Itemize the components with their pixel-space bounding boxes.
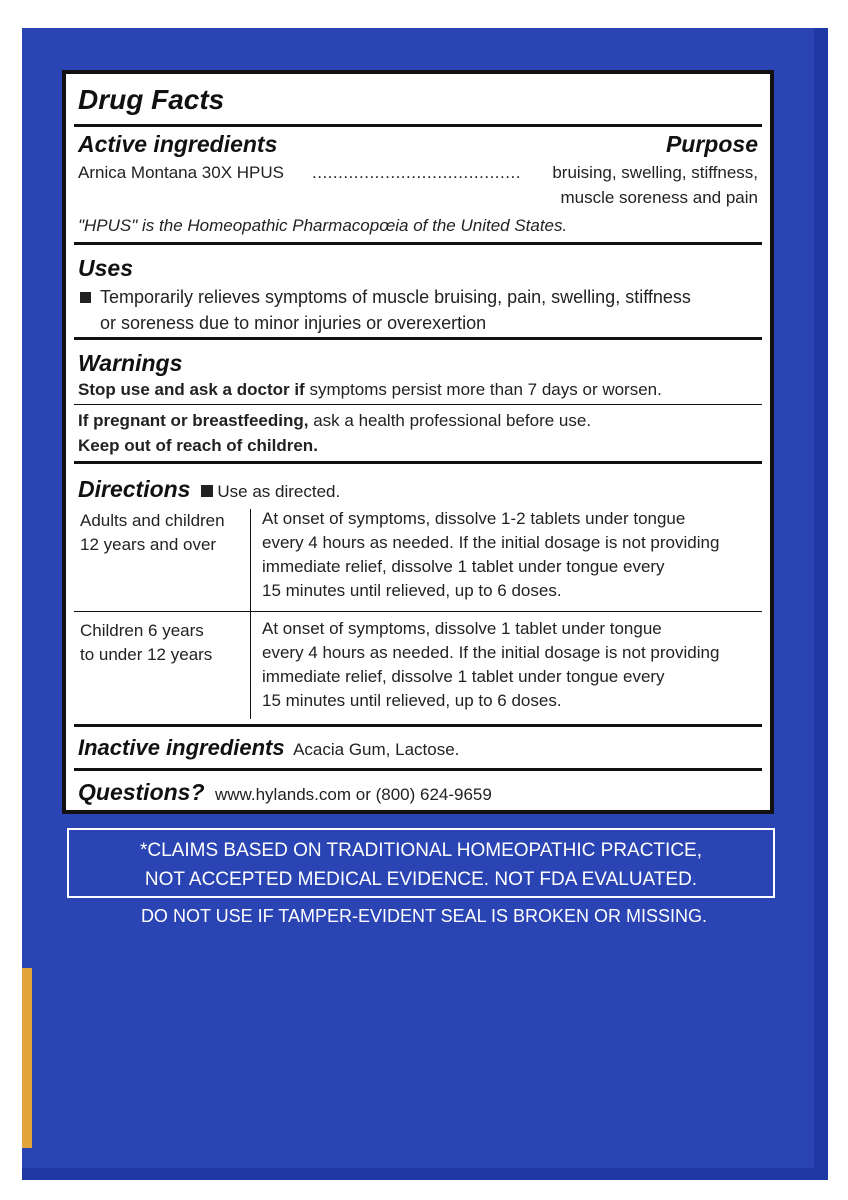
directions-row-1-line-4: 15 minutes until relieved, up to 6 doses. bbox=[262, 581, 562, 600]
directions-row-2-line-4: 15 minutes until relieved, up to 6 doses. bbox=[262, 691, 562, 710]
questions-heading: Questions? bbox=[78, 779, 205, 805]
uses-line-2: or soreness due to minor injuries or overexertion bbox=[100, 313, 487, 333]
directions-header bbox=[78, 476, 340, 503]
claims-line-1: *CLAIMS BASED ON TRADITIONAL HOMEOPATHIC PRACTICE, bbox=[140, 840, 702, 861]
questions-line bbox=[78, 779, 492, 806]
uses-line-1: Temporarily relieves symptoms of muscle bruising, pain, swelling, stiffness bbox=[100, 287, 691, 307]
active-ingredients-section bbox=[74, 124, 762, 247]
tamper-seal-warning: DO NOT USE IF TAMPER-EVIDENT SEAL IS BROKEN OR MISSING. bbox=[140, 906, 708, 926]
directions-heading: Directions bbox=[78, 476, 191, 502]
directions-row-1-line-3: immediate relief, dissolve 1 tablet under tongue every bbox=[262, 557, 665, 576]
box-side-edge bbox=[814, 28, 828, 1180]
hpus-note: "HPUS" is the Homeopathic Pharmacopœia of the United States. bbox=[78, 216, 568, 235]
pregnancy-line bbox=[78, 411, 591, 431]
stop-use-line bbox=[78, 380, 662, 400]
questions-section bbox=[74, 768, 762, 813]
box-bottom-edge bbox=[22, 1168, 828, 1180]
directions-section bbox=[74, 461, 762, 726]
drug-facts-panel bbox=[62, 70, 774, 814]
active-ingredients-heading: Active ingredients bbox=[78, 131, 278, 157]
purpose-heading: Purpose bbox=[665, 131, 758, 157]
directions-row-2-who-line-2: to under 12 years bbox=[80, 645, 213, 664]
purpose-line-1: bruising, swelling, stiffness, bbox=[552, 163, 758, 182]
directions-column-divider bbox=[250, 509, 251, 719]
directions-row-2-who-line-1: Children 6 years bbox=[80, 621, 204, 640]
directions-row-2-line-2: every 4 hours as needed. If the initial dosage is not providing bbox=[262, 643, 720, 662]
directions-row-1-line-2: every 4 hours as needed. If the initial dosage is not providing bbox=[262, 533, 720, 552]
directions-row-1-who-line-2: 12 years and over bbox=[80, 535, 217, 554]
directions-row-divider bbox=[74, 611, 762, 612]
claims-disclaimer-box bbox=[67, 828, 775, 898]
keep-out-line: Keep out of reach of children. bbox=[78, 436, 318, 455]
stop-use-bold: Stop use and ask a doctor if bbox=[78, 380, 305, 399]
uses-heading: Uses bbox=[78, 255, 133, 281]
inactive-ingredients-heading: Inactive ingredients bbox=[78, 735, 285, 760]
stop-use-text: symptoms persist more than 7 days or worsen. bbox=[304, 380, 662, 399]
active-ingredient-name: Arnica Montana 30X HPUS bbox=[78, 163, 284, 182]
questions-contact: www.hylands.com or (800) 624-9659 bbox=[214, 785, 492, 804]
warnings-divider bbox=[74, 404, 762, 405]
inactive-ingredients-section bbox=[74, 724, 762, 771]
directions-bullet-icon bbox=[201, 485, 213, 497]
box-left-color-strip bbox=[22, 968, 32, 1148]
pregnancy-text: ask a health professional before use. bbox=[308, 411, 592, 430]
dot-leader: ........................................ bbox=[312, 163, 521, 182]
claims-line-2: NOT ACCEPTED MEDICAL EVIDENCE. NOT FDA EVALUATED. bbox=[144, 869, 698, 890]
directions-row-2-line-3: immediate relief, dissolve 1 tablet under tongue every bbox=[262, 667, 665, 686]
warnings-section bbox=[74, 337, 762, 464]
directions-row-1-line-1: At onset of symptoms, dissolve 1-2 tablets under tongue bbox=[262, 509, 686, 528]
purpose-line-2: muscle soreness and pain bbox=[560, 188, 758, 207]
inactive-ingredients-line bbox=[78, 735, 459, 761]
directions-row-1-who-line-1: Adults and children bbox=[80, 511, 225, 530]
use-as-directed: Use as directed. bbox=[217, 482, 341, 501]
pregnancy-bold: If pregnant or breastfeeding, bbox=[78, 411, 309, 430]
uses-section bbox=[74, 242, 762, 339]
directions-row-2-line-1: At onset of symptoms, dissolve 1 tablet under tongue bbox=[262, 619, 662, 638]
warnings-heading: Warnings bbox=[78, 350, 183, 376]
uses-bullet-icon bbox=[80, 292, 91, 303]
inactive-ingredients-text: Acacia Gum, Lactose. bbox=[293, 740, 460, 759]
drug-facts-title: Drug Facts bbox=[78, 84, 225, 115]
